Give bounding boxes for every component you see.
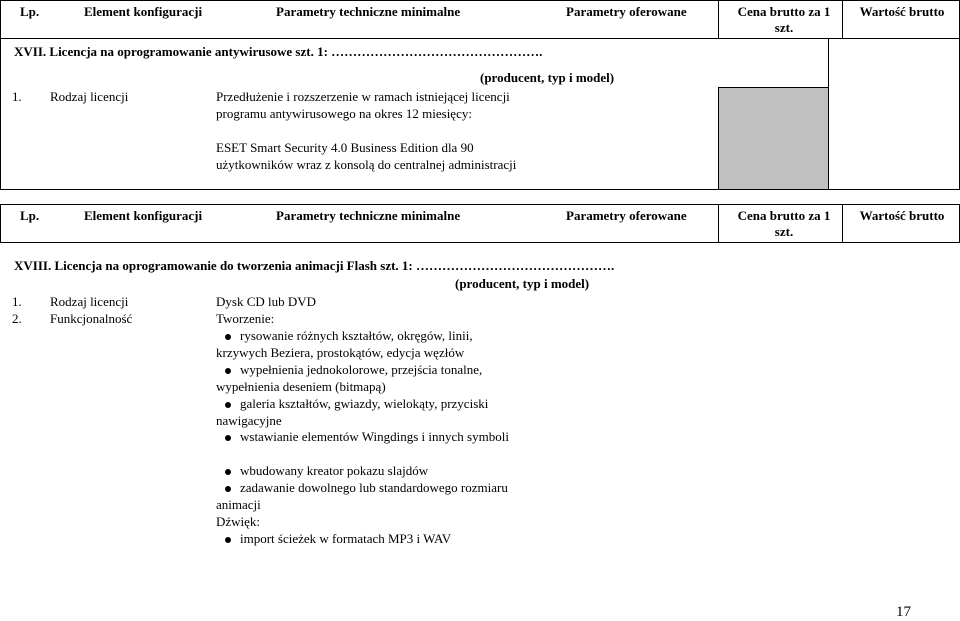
bullet-icon <box>225 402 231 408</box>
bullet-icon <box>225 334 231 340</box>
header-params-offered: Parametry oferowane <box>566 208 687 223</box>
create-heading: Tworzenie: <box>216 311 275 326</box>
section-producer-xviii: (producent, typ i model) <box>455 276 590 291</box>
bullet-text: import ścieżek w formatach MP3 i WAV <box>240 531 452 546</box>
row-desc: Dysk CD lub DVD <box>216 294 317 309</box>
row-desc-line: użytkowników wraz z konsolą do centralnej administracji <box>216 157 517 172</box>
header-params-min: Parametry techniczne minimalne <box>276 4 461 19</box>
row-element: Rodzaj licencji <box>50 89 129 104</box>
bullet-text: zadawanie dowolnego lub standardowego rozmiaru <box>240 480 508 495</box>
page-number: 17 <box>896 604 911 620</box>
bullet-text: krzywych Beziera, prostokątów, edycja węzłów <box>216 345 465 360</box>
bullet-text: animacji <box>216 497 261 512</box>
header-price-unit: szt. <box>774 20 794 35</box>
header-lp: Lp. <box>20 208 40 223</box>
row-desc-line: Przedłużenie i rozszerzenie w ramach istniejącej licencji <box>216 89 510 104</box>
bullet-text: rysowanie różnych kształtów, okręgów, linii, <box>240 328 473 343</box>
header-lp: Lp. <box>20 4 40 19</box>
header-element: Element konfiguracji <box>84 4 203 19</box>
row-desc-line: programu antywirusowego na okres 12 miesięcy: <box>216 106 472 121</box>
section-title-xviii: XVIII. Licencja na oprogramowanie do tworzenia animacji Flash szt. 1: ………………………………………. <box>14 258 615 273</box>
bullet-text: wypełnienia deseniem (bitmapą) <box>216 379 386 394</box>
section-title-xvii: XVII. Licencja na oprogramowanie antywirusowe szt. 1: …………………………………………. <box>14 44 543 59</box>
bullet-text: galeria kształtów, gwiazdy, wielokąty, przyciski <box>240 396 489 411</box>
header-value: Wartość brutto <box>859 208 945 223</box>
bullet-text: wbudowany kreator pokazu slajdów <box>240 463 429 478</box>
bullet-icon <box>225 368 231 374</box>
price-cell-grayed <box>718 87 828 189</box>
bullet-text: wypełnienia jednokolorowe, przejścia tonalne, <box>240 362 483 377</box>
row-number: 1. <box>12 294 22 309</box>
header-price: Cena brutto za 1 <box>737 208 831 223</box>
row-element: Rodzaj licencji <box>50 294 129 309</box>
section-producer-xvii: (producent, typ i model) <box>480 70 615 85</box>
row-number: 2. <box>12 311 22 326</box>
header-price-unit: szt. <box>774 224 794 239</box>
sound-heading: Dźwięk: <box>216 514 261 529</box>
row-element: Funkcjonalność <box>50 311 133 326</box>
bullet-icon <box>225 469 231 475</box>
header-element: Element konfiguracji <box>84 208 203 223</box>
row-desc-line: ESET Smart Security 4.0 Business Edition dla 90 <box>216 140 474 155</box>
bullet-icon <box>225 537 231 543</box>
header-price: Cena brutto za 1 <box>737 4 831 19</box>
bullet-icon <box>225 486 231 492</box>
header-params-min: Parametry techniczne minimalne <box>276 208 461 223</box>
header-params-offered: Parametry oferowane <box>566 4 687 19</box>
bullet-icon <box>225 435 231 441</box>
row-number: 1. <box>12 89 22 104</box>
header-value: Wartość brutto <box>859 4 945 19</box>
bullet-text: nawigacyjne <box>216 413 282 428</box>
bullet-text: wstawianie elementów Wingdings i innych symboli <box>240 429 509 444</box>
